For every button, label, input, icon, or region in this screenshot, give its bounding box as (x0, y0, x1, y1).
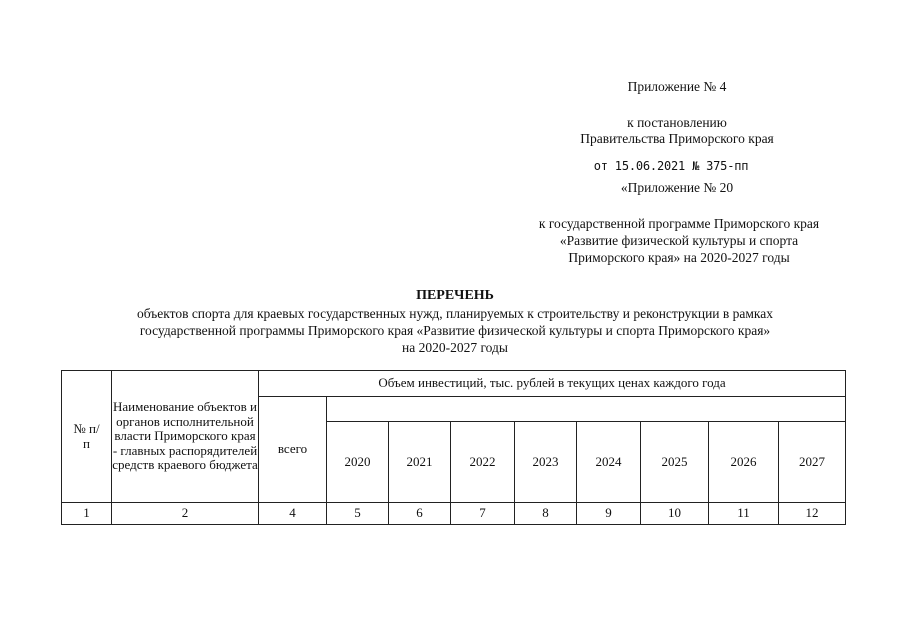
header-number-label: № п/п (73, 421, 100, 451)
column-number-cell: 5 (327, 503, 389, 525)
title-line3: на 2020-2027 годы (402, 340, 508, 355)
header-name-label: Наименование объектов и органов исполнительной власти Приморского края - главных распорядителей средств краевого бюджета (112, 399, 258, 473)
column-number-cell: 2 (112, 503, 259, 525)
column-number-cell: 7 (451, 503, 515, 525)
header-year-cell: 2023 (515, 422, 577, 503)
header-year-cell: 2020 (327, 422, 389, 503)
column-number-cell: 1 (62, 503, 112, 525)
header-cell-investment (259, 371, 846, 397)
column-number-cell: 9 (577, 503, 641, 525)
header-cell-total (259, 397, 327, 503)
header-year-cell: 2027 (779, 422, 846, 503)
column-number-cell: 8 (515, 503, 577, 525)
header-year-cell: 2024 (577, 422, 641, 503)
to-program-label: к государственной программе Приморского края (538, 216, 820, 231)
title-line2: государственной программы Приморского края «Развитие физической культуры и спорта Приморского края» (139, 323, 771, 338)
title-line1: объектов спорта для краевых государственных нужд, планируемых к строительству и реконструкции в рамках (136, 306, 774, 321)
resolution-date: от 15.06.2021 № 375-пп (593, 159, 749, 173)
investment-table (61, 370, 846, 525)
header-year-cell: 2022 (451, 422, 515, 503)
column-number-cell: 10 (641, 503, 709, 525)
previous-appendix-label: «Приложение № 20 (620, 180, 734, 195)
header-investment-label: Объем инвестиций, тыс. рублей в текущих ценах каждого года (378, 375, 726, 391)
appendix-label: Приложение № 4 (627, 79, 727, 94)
column-number-cell: 6 (389, 503, 451, 525)
header-cell-name (112, 371, 259, 503)
header-year-cell: 2025 (641, 422, 709, 503)
program-name-line2: Приморского края» на 2020-2027 годы (568, 250, 790, 265)
header-total-label: всего (277, 441, 308, 457)
program-name-line1: «Развитие физической культуры и спорта (559, 233, 799, 248)
column-number-cell: 11 (709, 503, 779, 525)
header-year-cell: 2026 (709, 422, 779, 503)
to-resolution-label: к постановлению (627, 115, 727, 130)
header-cell-years-group (327, 397, 846, 422)
column-number-cell: 12 (779, 503, 846, 525)
header-year-cell: 2021 (389, 422, 451, 503)
government-label: Правительства Приморского края (580, 131, 774, 146)
column-numbering-row (62, 503, 846, 525)
header-cell-number (62, 371, 112, 503)
list-heading: ПЕРЕЧЕНЬ (416, 288, 494, 303)
column-number-cell: 4 (259, 503, 327, 525)
